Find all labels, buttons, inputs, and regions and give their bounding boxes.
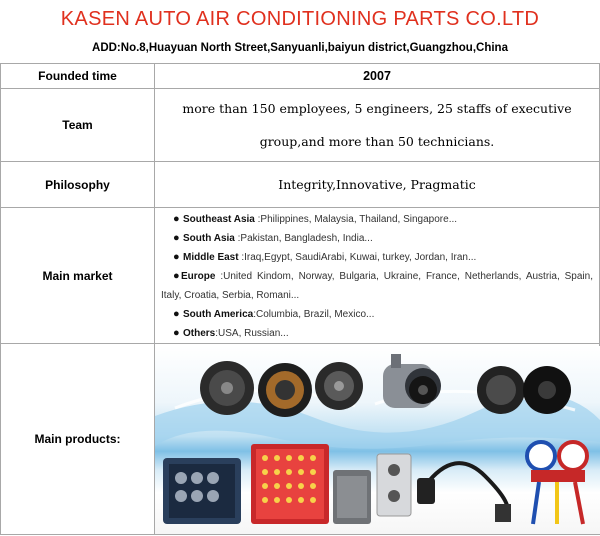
bullet-icon: ● (173, 251, 180, 263)
philosophy-label: Philosophy (1, 162, 155, 208)
clutch-pulley-icon (315, 362, 363, 410)
bullet-icon: ● (173, 270, 180, 282)
bullet-icon: ● (173, 327, 180, 339)
list-item: ● Others:USA, Russian... (161, 324, 593, 343)
team-line-2: group,and more than 50 technicians. (259, 134, 495, 149)
expansion-valve-icon (377, 454, 411, 516)
products-photo (155, 346, 600, 534)
company-address: ADD:No.8,Huayuan North Street,Sanyuanli,baiyun district,Guangzhou,China (92, 42, 508, 54)
row-main-market (1, 208, 600, 344)
list-item: ● Southeast Asia :Philippines, Malaysia, Thailand, Singapore... (161, 210, 593, 229)
founded-label: Founded time (1, 64, 155, 89)
clutch-plate-icon (523, 366, 571, 414)
control-valve-icon (417, 463, 511, 522)
row-main-products (1, 344, 600, 535)
manifold-gauge-icon (527, 442, 587, 524)
row-team (1, 89, 600, 162)
tool-kit-icon (163, 458, 241, 524)
market-value (155, 208, 600, 344)
bullet-icon: ● (173, 308, 180, 320)
clutch-hub-icon (409, 376, 437, 404)
products-photo-cell (155, 344, 600, 535)
company-info-table (0, 63, 600, 535)
products-label: Main products: (1, 344, 155, 535)
tool-box-icon (333, 470, 371, 524)
company-title: KASEN AUTO AIR CONDITIONING PARTS CO.LTD (60, 8, 540, 30)
clutch-pulley-icon (200, 361, 254, 415)
list-item: ● South Asia :Pakistan, Bangladesh, India... (161, 229, 593, 248)
clutch-pulley-icon (477, 366, 525, 414)
founded-value: 2007 (155, 64, 600, 89)
row-philosophy (1, 162, 600, 208)
row-founded-time (1, 64, 600, 89)
products-illustration (155, 346, 600, 534)
bullet-icon: ● (173, 232, 180, 244)
team-line-1: more than 150 employees, 5 engineers, 25 staffs of executive (182, 101, 572, 116)
list-item: ● Middle East :Iraq,Egypt, SaudiArabi, Kuwai, turkey, Jordan, Iran... (161, 248, 593, 267)
clutch-pulley-icon (258, 363, 312, 417)
team-label: Team (1, 89, 155, 162)
market-label: Main market (1, 208, 155, 344)
team-value (155, 89, 600, 162)
o-ring-kit-icon (251, 444, 329, 524)
market-list (155, 208, 599, 343)
bullet-icon: ● (173, 213, 180, 225)
list-item: ● Europe :United Kindom, Norway, Bulgaria, Ukraine, France, Netherlands, Austria, Spain, Italy, Croatia, Serbia, Romani... (161, 267, 593, 305)
philosophy-value: Integrity,Innovative, Pragmatic (155, 162, 600, 208)
list-item: ● South America:Columbia, Brazil, Mexico... (161, 305, 593, 324)
